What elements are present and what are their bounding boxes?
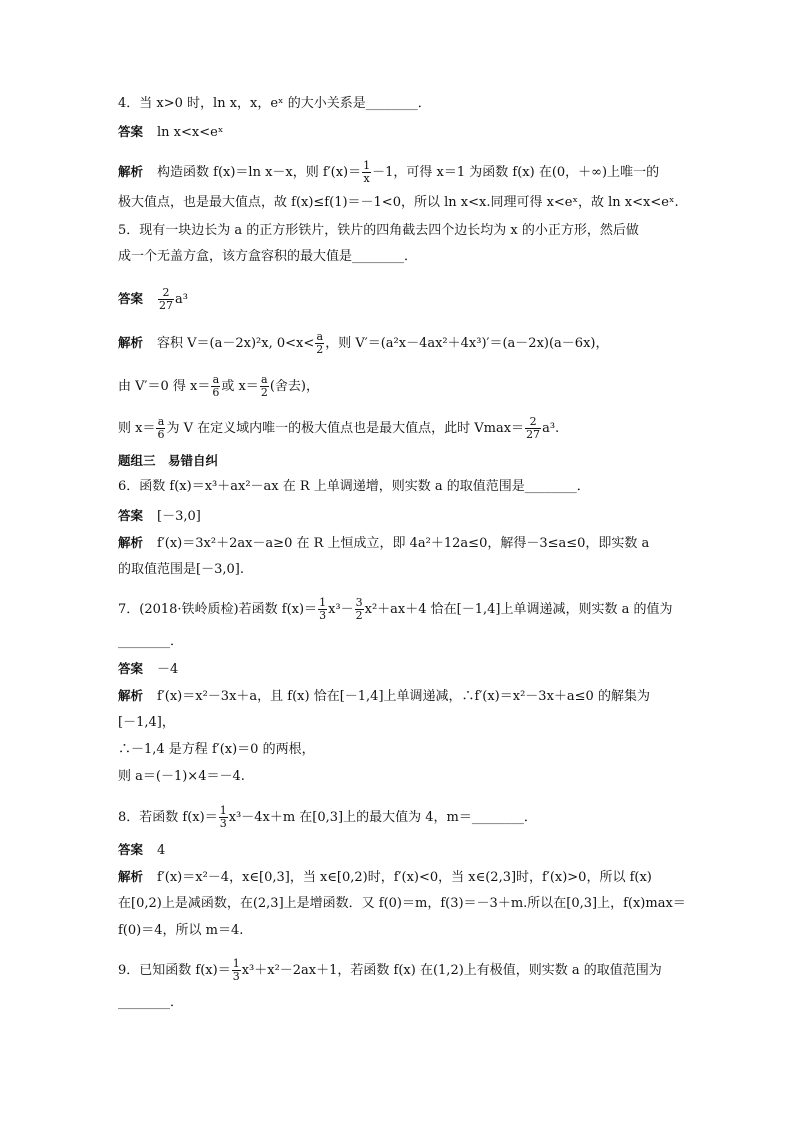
fraction: $\frac{1}{3}$: [319, 596, 327, 622]
answer-label: 答案: [118, 508, 144, 523]
fraction: $\frac{a}{2}$: [316, 330, 324, 356]
q5-analysis-text: (舍去)，: [269, 379, 319, 394]
q5-analysis-text: 则 x＝: [118, 421, 156, 436]
q7-answer: [118, 660, 678, 679]
q4-answer: [118, 123, 678, 142]
q7-question-text: x³－: [328, 602, 354, 617]
q5-answer: [118, 287, 678, 312]
q6-analysis-line-1: [118, 534, 678, 553]
q5-analysis-text: a³.: [542, 421, 560, 436]
q7-analysis-line-2: [－1,4]，: [118, 715, 175, 730]
q5-analysis-line-1: [118, 331, 678, 356]
q5-analysis-text: 为 V 在定义域内唯一的极大值点也是最大值点，此时 Vmax＝: [166, 421, 525, 436]
q6-analysis-line-2: 的取值范围是[－3,0].: [118, 562, 244, 577]
q6-answer-value: [－3,0]: [157, 509, 201, 524]
q7-analysis-line-1: [118, 687, 678, 706]
q9-question-text: x³＋x²－2ax＋1，若函数 f(x) 在(1,2)上有极值，则实数 a 的取值范围为: [241, 963, 662, 978]
q9-question-text: 9．已知函数 f(x)＝: [118, 963, 231, 978]
q8-answer: [118, 841, 678, 860]
q8-analysis-line-2: 在[0,2)上是减函数，在(2,3]上是增函数．又 f(0)＝m，f(3)＝－3＋m.所以在[0,3]上，f(x)max＝: [118, 896, 686, 911]
q5-analysis-text: ，则 V′＝(a²x－4ax²＋4x³)′＝(a－2x)(a－6x)，: [325, 336, 609, 351]
q7-question-text: 7．(2018·铁岭质检)若函数 f(x)＝: [118, 602, 318, 617]
fraction: $\frac{a}{6}$: [157, 415, 165, 441]
q9-question-line-1: [118, 958, 678, 983]
q5-answer-tail: a³: [175, 292, 188, 307]
q8-analysis-text: f′(x)＝x²－4，x∈[0,3]，当 x∈[0,2)时，f′(x)<0，当 x∈(2,3]时，f′(x)>0，所以 f(x): [157, 870, 652, 885]
analysis-label: 解析: [118, 164, 144, 179]
q4-analysis-line-1: [118, 160, 678, 185]
q7-question-line-2: ________．: [118, 634, 184, 649]
section-title: 题组三 易错自纠: [118, 453, 219, 468]
q4-question: 4．当 x>0 时，ln x，x，eˣ 的大小关系是________．: [118, 96, 431, 111]
answer-label: 答案: [118, 661, 144, 676]
analysis-label: 解析: [118, 869, 144, 884]
q5-analysis-text: 或 x＝: [221, 379, 259, 394]
q8-analysis-line-1: [118, 868, 678, 887]
q7-question-text: x²＋ax＋4 恰在[－1,4]上单调递减，则实数 a 的值为: [364, 602, 673, 617]
fraction: $\frac{1}{x}$: [363, 159, 371, 185]
q9-question-line-2: ________．: [118, 995, 184, 1010]
q7-question-line-1: [118, 597, 678, 622]
q5-analysis-line-3: [118, 416, 678, 441]
q7-answer-value: －4: [157, 662, 179, 677]
q4-analysis-line-2: 极大值点，也是最大值点，故 f(x)≤f(1)＝－1<0，所以 ln x<x.同理可得 x<eˣ，故 ln x<x<eˣ.: [118, 195, 679, 210]
answer-label: 答案: [118, 291, 144, 306]
answer-label: 答案: [118, 124, 144, 139]
q5-question-line-2: 成一个无盖方盒，该方盒容积的最大值是________．: [118, 249, 418, 264]
fraction: $\frac{2}{27}$: [526, 415, 541, 441]
analysis-label: 解析: [118, 335, 144, 350]
q8-analysis-line-3: f(0)＝4，所以 m＝4.: [118, 923, 244, 938]
q8-answer-value: 4: [157, 843, 166, 858]
q4-analysis-text: 构造函数 f(x)＝ln x－x，则 f′(x)＝: [157, 165, 362, 180]
q5-analysis-text: 由 V′＝0 得 x＝: [118, 379, 211, 394]
fraction: $\frac{a}{6}$: [212, 373, 220, 399]
q7-analysis-line-3: ∴－1,4 是方程 f′(x)＝0 的两根，: [118, 742, 315, 757]
q4-answer-value: ln x<x<eˣ: [157, 125, 224, 140]
analysis-label: 解析: [118, 535, 144, 550]
q6-analysis-text: f′(x)＝3x²＋2ax－a≥0 在 R 上恒成立，即 4a²＋12a≤0，解得－3≤a≤0，即实数 a: [157, 536, 650, 551]
analysis-label: 解析: [118, 688, 144, 703]
q5-question-line-1: 5．现有一块边长为 a 的正方形铁片，铁片的四角截去四个边长均为 x 的小正方形，然后做: [118, 223, 639, 238]
q8-question: [118, 805, 678, 830]
q4-analysis-text: －1，可得 x＝1 为函数 f(x) 在(0，＋∞)上唯一的: [372, 165, 660, 180]
q5-analysis-line-2: [118, 374, 678, 399]
q6-question: 6．函数 f(x)＝x³＋ax²－ax 在 R 上单调递增，则实数 a 的取值范围是________．: [118, 479, 590, 494]
fraction: $\frac{2}{27}$: [159, 286, 174, 312]
fraction: $\frac{1}{3}$: [219, 804, 227, 830]
fraction: $\frac{3}{2}$: [355, 596, 363, 622]
q8-question-text: 8．若函数 f(x)＝: [118, 810, 218, 825]
answer-label: 答案: [118, 842, 144, 857]
fraction: $\frac{1}{3}$: [232, 957, 240, 983]
q7-analysis-text: f′(x)＝x²－3x＋a，且 f(x) 恰在[－1,4]上单调递减，∴f′(x)＝x²－3x＋a≤0 的解集为: [157, 689, 650, 704]
fraction: $\frac{a}{2}$: [260, 373, 268, 399]
q5-analysis-text: 容积 V＝(a－2x)²x, 0<x<: [157, 336, 315, 351]
q7-analysis-line-4: 则 a＝(－1)×4＝－4.: [118, 769, 245, 784]
q8-question-text: x³－4x＋m 在[0,3]上的最大值为 4，m＝________．: [228, 810, 537, 825]
q6-answer: [118, 507, 678, 526]
